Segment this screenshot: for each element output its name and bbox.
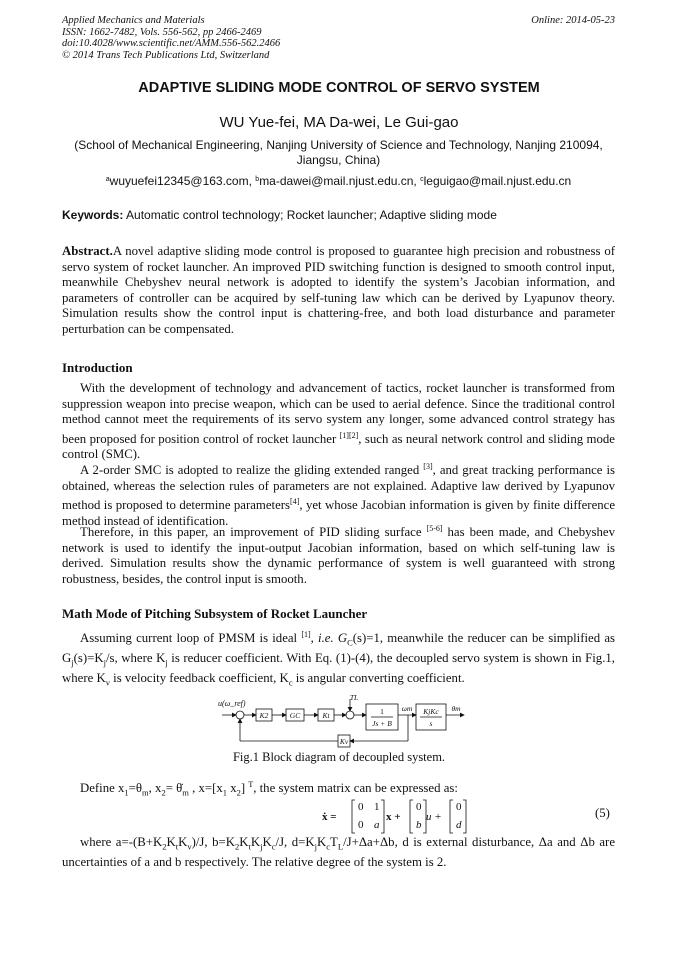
introduction-heading: Introduction bbox=[62, 360, 133, 375]
kt-label: Kt bbox=[322, 711, 330, 720]
email-mark-c: c bbox=[420, 176, 424, 183]
email-a[interactable]: wuyuefei12345@163.com, bbox=[109, 174, 252, 188]
kjkc-numerator: KjKc bbox=[423, 707, 439, 716]
tf-denominator: Js + B bbox=[372, 719, 392, 728]
equation-number: (5) bbox=[595, 806, 610, 820]
keywords-label: Keywords: bbox=[62, 208, 124, 222]
citation[interactable]: [3] bbox=[423, 462, 433, 471]
vector-b2: b bbox=[416, 819, 422, 831]
citation[interactable]: [5-6] bbox=[426, 524, 443, 533]
equation-5 bbox=[322, 798, 472, 836]
journal-name: Applied Mechanics and Materials bbox=[62, 15, 205, 26]
abstract bbox=[62, 244, 615, 338]
online-date: Online: 2014-05-23 bbox=[531, 15, 615, 26]
matrix-a12: 1 bbox=[374, 801, 380, 813]
eq-x-term: x + bbox=[386, 811, 401, 823]
eq-lhs: ẋ = bbox=[322, 811, 337, 823]
intro-paragraph-2: A 2-order SMC is adopted to realize the gliding extended ranged [3], and great tracking performance is obtained, whereas the selection rules of parameters are not explained. Adaptive law derived by Lyapunov method is proposed to determine parameters[4], yet whose Jacobian information is given by finite difference method instead of identification. bbox=[62, 462, 616, 528]
abstract-text: A novel adaptive sliding mode control is proposed to guarantee high precision and robustness of servo system of rocket launcher. An improved PID switching function is designed to smooth control input, meanwhile Chebyshev neural network is adopted to identify the system’s Jacobian information, and parameters of controller can be acquired by self-tuning law which can be derived by Lyapunov theory. Simulation results show the control input is chattering-free, and both load disturbance and parameter perturbation can be compensated. bbox=[62, 244, 615, 336]
matrix-a21: 0 bbox=[358, 819, 364, 831]
citation[interactable]: [1] bbox=[301, 630, 311, 639]
tf-numerator: 1 bbox=[380, 707, 384, 716]
abstract-label: Abstract. bbox=[62, 244, 113, 258]
authors: WU Yue-fei, MA Da-wei, Le Gui-gao bbox=[219, 114, 459, 131]
journal-header bbox=[62, 15, 615, 61]
affiliation: (School of Mechanical Engineering, Nanjing University of Science and Technology, Nanjing 210094, Jiangsu, China) bbox=[74, 138, 603, 167]
keywords-text: Automatic control technology; Rocket launcher; Adaptive sliding mode bbox=[126, 208, 497, 222]
vector-d2: d bbox=[456, 819, 462, 831]
matrix-a22: a bbox=[374, 819, 380, 831]
email-mark-a: a bbox=[105, 176, 110, 183]
vector-b1: 0 bbox=[416, 801, 422, 813]
intro-paragraph-3: Therefore, in this paper, an improvement of PID sliding surface [5-6] has been made, and Chebyshev network is used to identify the input-output Jacobian information, based on which self-tuning law is derived. Simulation results show the dynamic performance of system is well guaranteed with strong robustness, besides, the control input is smooth. bbox=[62, 524, 615, 586]
tl-label: TL bbox=[349, 694, 359, 702]
kjkc-denominator: s bbox=[429, 719, 433, 728]
k2-label: K2 bbox=[259, 711, 269, 720]
summing-junction-2 bbox=[346, 711, 354, 719]
theta-m-label: θm bbox=[451, 704, 461, 713]
email-b[interactable]: ma-dawei@mail.njust.edu.cn, bbox=[259, 174, 417, 188]
math-paragraph-1: Assuming current loop of PMSM is ideal [1], i.e. $G_C(s)=1$, meanwhile the reducer can be simplified as $G_j(s)=K_j/s$, where $K_j$ is reducer coefficient. With Eq. (1)-(4), the decoupled servo system is shown in Fig.1, where $K_v$ is velocity feedback coefficient, $K_c$ is angular converting coefficient. bbox=[62, 630, 615, 688]
citation[interactable]: [4] bbox=[290, 497, 300, 507]
define-line: Define $x_1=\theta_m$, $x_2=$ $\thetȧ_m$ , $x=[x_1$ $x_2$] $^T$, the system matrix can be expressed as: bbox=[80, 780, 458, 798]
email-c[interactable]: leguigao@mail.njust.edu.cn bbox=[423, 174, 572, 188]
figure-caption: Fig.1 Block diagram of decoupled system. bbox=[232, 750, 446, 764]
vector-d1: 0 bbox=[456, 801, 462, 813]
matrix-a11: 0 bbox=[358, 801, 364, 813]
eq-u-term: u + bbox=[426, 811, 442, 823]
keywords bbox=[62, 208, 615, 222]
block-diagram bbox=[216, 694, 466, 750]
issn: ISSN: 1662-7482, Vols. 556-562, pp 2466-2469 bbox=[62, 26, 262, 38]
kv-label: Kv bbox=[339, 737, 349, 746]
where-paragraph: where $a=-(B+K_2K_tK_v)/J$, $b=K_2K_tK_jK_c/J$, $d=K_jK_cT_L/J+\Delta a+\Delta b$, d is external disturbance, Δa and Δb are uncertainties of a and b respectively. The relative degree of the system is 2. bbox=[62, 835, 615, 870]
omega-m-label: ωm bbox=[401, 704, 413, 713]
input-label: u(ω_ref) bbox=[218, 699, 246, 708]
doi: doi:10.4028/www.scientific.net/AMM.556-562.2466 bbox=[62, 38, 281, 49]
summing-junction-1 bbox=[236, 711, 244, 719]
emails bbox=[62, 174, 615, 188]
math-heading: Math Mode of Pitching Subsystem of Rocket Launcher bbox=[62, 606, 368, 621]
copyright: © 2014 Trans Tech Publications Ltd, Switzerland bbox=[62, 49, 270, 61]
intro-paragraph-1: With the development of technology and advancement of tactics, rocket launcher is transformed from suppression weapon into precise weapon, which can be used to aerial defence. Since the traditional control method cannot meet the requirements of its servo system any longer, some advanced control strategy has been proposed for position control of rocket launcher [1][2], such as neural network control and sliding mode control (SMC). bbox=[62, 381, 615, 462]
citation[interactable]: [1][2] bbox=[339, 430, 359, 440]
paper-title: ADAPTIVE SLIDING MODE CONTROL OF SERVO SYSTEM bbox=[138, 80, 540, 96]
gc-label: GC bbox=[289, 711, 301, 720]
email-mark-b: b bbox=[255, 176, 260, 183]
